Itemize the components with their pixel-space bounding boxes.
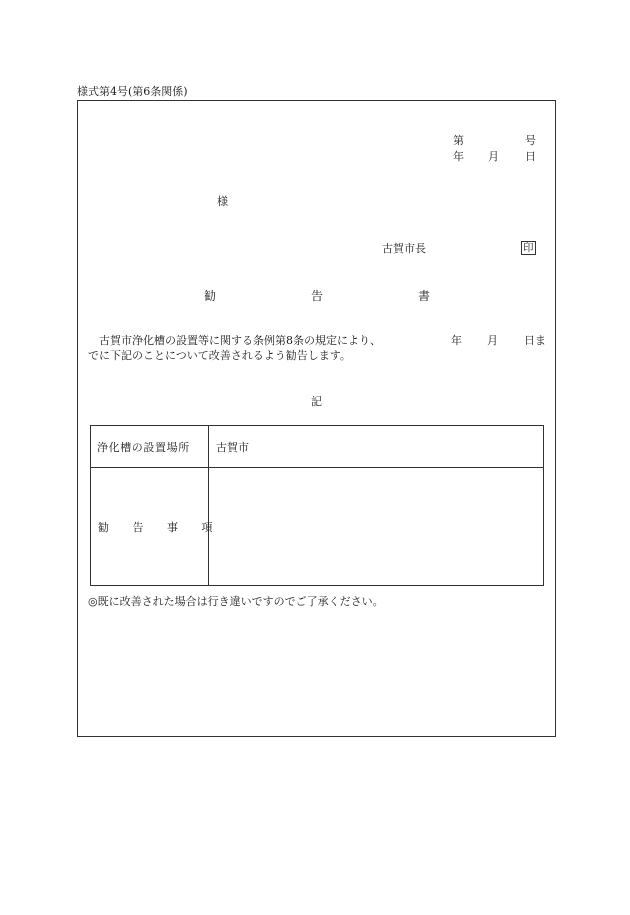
number-prefix: 第: [453, 134, 464, 147]
form-number-caption: 様式第4号(第6条関係): [77, 85, 188, 98]
location-label: 浄化槽の設置場所: [97, 441, 190, 454]
location-value: 古賀市: [216, 441, 249, 454]
number-suffix: 号: [525, 134, 536, 147]
addressee-suffix: 様: [217, 195, 228, 208]
deadline-year: 年: [451, 334, 462, 347]
body-line-2: でに下記のことについて改善されるよう勧告します。: [88, 349, 351, 362]
deadline-day: 日ま: [524, 334, 546, 347]
table-column-divider: [208, 426, 209, 585]
form-frame: [77, 100, 556, 737]
body-line-1: 古賀市浄化槽の設置等に関する条例第8条の規定により、: [99, 334, 381, 347]
title-char-1: 勧: [204, 289, 217, 303]
ki-marker: 記: [311, 395, 322, 408]
table-row-divider: [91, 467, 543, 468]
issuer-title: 古賀市長: [382, 242, 426, 255]
seal-mark: 印: [523, 242, 534, 254]
recommendation-label: 勧 告 事 項: [98, 521, 213, 534]
date-month: 月: [488, 150, 499, 163]
deadline-month: 月: [487, 334, 498, 347]
title-char-2: 告: [311, 289, 324, 303]
title-char-3: 書: [418, 289, 431, 303]
details-table: [90, 425, 544, 586]
date-year: 年: [453, 150, 464, 163]
footer-note: ◎既に改善された場合は行き違いですのでご了承ください。: [88, 595, 384, 608]
date-day: 日: [525, 150, 536, 163]
